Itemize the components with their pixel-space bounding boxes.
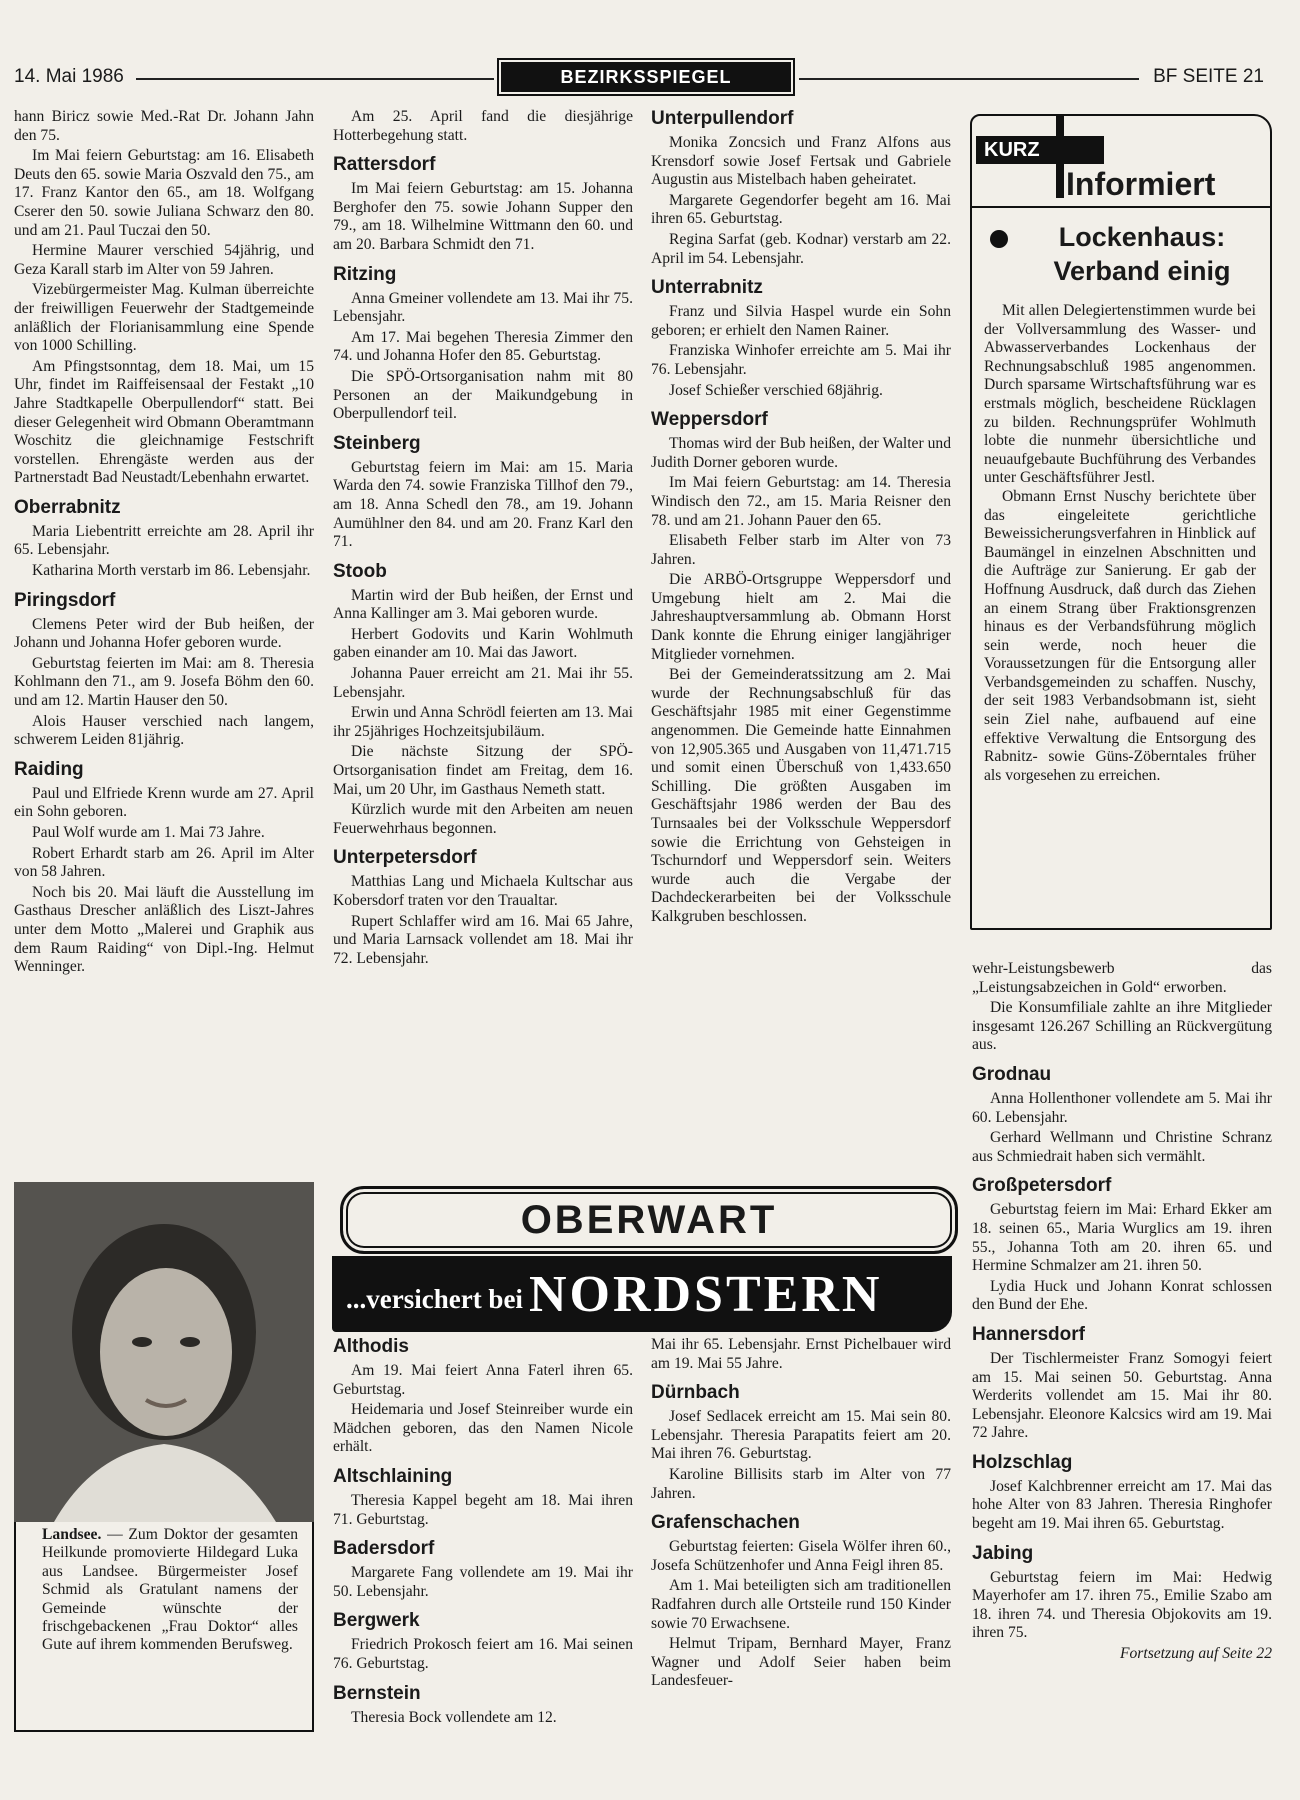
ad-brand: NORDSTERN [528,1265,883,1323]
article-paragraph: Mit allen Delegiertenstimmen wurde bei der Vollversammlung des Wasser- und Abwasserverbandes Lockenhaus der Rechnungsabschluß 1985 angenommen. Durch sparsame Wirtschaftsführung war es erstmals möglich, bescheidene Rücklagen zu bilden. Rechnungsprüfer Wohlmuth lobte die nunmehr übersichtliche und neuaufgebaute Buchführung des Verbandes unter Geschäftsführer Jestl. [984,302,1256,487]
portrait-photo [14,1182,314,1522]
section-heading: Bergwerk [333,1610,420,1632]
article-paragraph: Theresia Kappel begeht am 18. Mai ihren 71. Geburtstag. [333,1491,633,1528]
article-paragraph: Am Pfingstsonntag, dem 18. Mai, um 15 Uhr, findet im Raiffeisensaal der Festakt „10 Jahre Stadtkapelle Oberpullendorf“ statt. Bei dieser Gelegenheit wird Obmann Oberamtmann Woschitz die gleichnamige Festschrift vorstellen. Ehrengäste werden aus der Partnerstadt Bad Neustadt/Lebenhahn erwartet. [14,357,314,487]
article-paragraph: Franz und Silvia Haspel wurde ein Sohn geboren; er erhielt den Namen Rainer. [651,303,951,339]
article-paragraph: Erwin und Anna Schrödl feierten am 13. Mai ihr 25jähriges Hochzeitsjubiläum. [333,704,633,740]
section-heading: Großpetersdorf [972,1175,1112,1197]
article-paragraph: Theresia Bock vollendete am 12. [351,1708,557,1726]
article-paragraph: Am 25. April fand die diesjährige Hotterbegehung statt. [333,108,633,144]
page-header [14,62,1264,96]
article-paragraph: Im Mai feiern Geburtstag: am 14. Theresia Windisch den 72., am 15. Maria Reisner den 78. und am 21. Johann Pauer den 65. [651,474,951,529]
article-paragraph: Paul Wolf wurde am 1. Mai 73 Jahre. [32,824,265,841]
article-paragraph: Der Tischlermeister Franz Somogyi feiert am 15. Mai seinen 50. Geburtstag. Anna Werderits vollendet am 15. Mai ihr 80. Lebensjahr. Eleonore Kalcsics wird am 19. Mai 72 Jahre. [972,1349,1272,1442]
article-paragraph: Im Mai feiern Geburtstag: am 15. Johanna Berghofer den 75. sowie Johann Supper den 79., am 18. Wilhelmine Wittmann den 60. und am 20. Barbara Schmidt den 71. [333,180,633,253]
article-paragraph: Die ARBÖ-Ortsgruppe Weppersdorf und Umgebung hielt am 2. Mai die Jahreshauptversammlung ab. Obmann Horst Dank konnte die Ehrung einiger langjähriger Mitglieder vornehmen. [651,571,951,663]
article-paragraph: hann Biricz sowie Med.-Rat Dr. Johann Jahn den 75. [14,108,314,144]
article-paragraph: Franziska Winhofer erreichte am 5. Mai ihr 76. Lebensjahr. [651,342,951,378]
article-paragraph: Margarete Gegendorfer begeht am 16. Mai ihren 65. Geburtstag. [651,191,951,228]
kurz-body [984,302,1256,785]
section-heading: Jabing [972,1542,1034,1564]
portrait-illustration [14,1182,314,1522]
article-paragraph: Die nächste Sitzung der SPÖ-Ortsorganisation findet am Freitag, dem 16. Mai, um 20 Uhr, im Gasthaus Nemeth statt. [333,743,633,798]
article-paragraph: Die SPÖ-Ortsorganisation nahm mit 80 Personen an der Maikundgebung in Oberpullendorf teil. [333,367,633,423]
column-1 [14,108,314,979]
section-heading: Dürnbach [651,1382,740,1404]
issue-date: 14. Mai 1986 [14,66,124,87]
section-heading: Weppersdorf [651,409,768,431]
section-heading: Unterrabnitz [651,277,763,299]
article-paragraph: Alois Hauser verschied nach langem, schwerem Leiden 81jährig. [14,712,314,749]
article-paragraph: Paul und Elfriede Krenn wurde am 27. April ein Sohn geboren. [14,784,314,821]
section-heading: Grafenschachen [651,1512,800,1534]
column-4 [972,960,1272,1666]
kurz-divider [972,206,1270,208]
caption-place: Landsee. [42,1526,102,1543]
section-heading: Oberrabnitz [14,496,121,518]
section-heading: Bernstein [333,1682,421,1704]
article-paragraph: Josef Schießer verschied 68jährig. [669,381,883,399]
article-paragraph: Geburtstag feierten: Gisela Wölfer ihren 60., Josefa Schützenhofer und Anna Feigl ihren 85. [651,1538,951,1574]
section-heading: Holzschlag [972,1451,1073,1473]
article-paragraph: Geburtstag feiern im Mai: Hedwig Mayerhofer am 17. ihren 75., Emilie Szabo am 18. ihren 74. und Theresia Objokovits am 19. ihren 75. [972,1568,1272,1642]
article-paragraph: Vizebürgermeister Mag. Kulman überreichte der freiwilligen Feuerwehr der Stadtgemeinde anläßlich der Florianisammlung eine Spende von 1000 Schilling. [14,281,314,355]
article-paragraph: Regina Sarfat (geb. Kodnar) verstarb am 22. April im 54. Lebensjahr. [651,230,951,267]
section-heading: Unterpetersdorf [333,847,477,869]
section-heading: Unterpullendorf [651,108,794,129]
section-heading: Rattersdorf [333,154,436,176]
bottom-column-1 [333,1336,633,1729]
article-paragraph: Im Mai feiern Geburtstag: am 16. Elisabeth Deuts den 65. sowie Maria Oszvald den 75., am 17. Franz Kantor den 65., am 18. Wolfgang Cserer den 50. sowie Juliana Schwarz den 80. und am 21. Paul Tuczai den 50. [14,147,314,239]
article-paragraph: Elisabeth Felber starb im Alter von 73 Jahren. [651,532,951,568]
article-paragraph: Josef Kalchbrenner erreicht am 17. Mai das hohe Alter von 83 Jahren. Theresia Ringhofer begeht am 19. Mai ihren 65. Geburtstag. [972,1477,1272,1533]
section-title: BEZIRKSSPIEGEL [501,62,791,92]
article-paragraph: Anna Gmeiner vollendete am 13. Mai ihr 75. Lebensjahr. [333,289,633,326]
article-paragraph: Am 1. Mai beteiligten sich am traditionellen Radfahren durch alle Ortsteile rund 150 Kinder sowie 70 Erwachsene. [651,1577,951,1632]
article-paragraph: Margarete Fang vollendete am 19. Mai ihr 50. Lebensjahr. [333,1564,633,1600]
photo-caption [14,1522,314,1732]
kurz-title: Informiert [1066,166,1216,202]
kurz-label: KURZ [976,136,1104,164]
section-heading: Badersdorf [333,1538,435,1560]
article-paragraph: Karoline Billisits starb im Alter von 77 Jahren. [651,1465,951,1502]
article-paragraph: Geburtstag feiern im Mai: am 15. Maria Warda den 74. sowie Franziska Tillhof den 79., am 18. Anna Schedl den 78., am 19. Johann Aumühlner den 84. und am 20. Franz Karl den 71. [333,458,633,551]
section-heading: Hannersdorf [972,1323,1085,1345]
column-3 [651,108,951,929]
caption-text: — Zum Doktor der gesamten Heilkunde promovierte Hildegard Luka aus Landsee. Bürgermeister Josef Schmid als Gratulant namens der Gemeinde wünschte der frischgebackenen „Frau Doktor“ alles Gute auf ihrem kommenden Berufsweg. [42,1526,298,1654]
ad-oberwart-banner [340,1186,958,1254]
article-paragraph: Katharina Morth verstarb im 86. Lebensjahr. [32,562,311,580]
section-heading: Grodnau [972,1063,1052,1085]
section-heading: Ritzing [333,263,397,285]
article-paragraph: Clemens Peter wird der Bub heißen, der Johann und Johanna Hofer geboren wurde. [14,615,314,652]
article-paragraph: Lydia Huck und Johann Konrat schlossen den Bund der Ehe. [972,1277,1272,1314]
continuation-note: Fortsetzung auf Seite 22 [1119,1645,1272,1663]
article-paragraph: Am 19. Mai feiert Anna Faterl ihren 65. Geburtstag. [333,1362,633,1398]
article-paragraph: Anna Hollenthoner vollendete am 5. Mai ihr 60. Lebensjahr. [972,1089,1272,1126]
article-paragraph: Mai ihr 65. Lebensjahr. Ernst Pichelbauer wird am 19. Mai 55 Jahre. [651,1336,951,1372]
article-paragraph: Maria Liebentritt erreichte am 28. April ihr 65. Lebensjahr. [14,522,314,559]
article-paragraph: Martin wird der Bub heißen, der Ernst und Anna Kallinger am 3. Mai geboren wurde. [333,586,633,623]
article-paragraph: Kürzlich wurde mit den Arbeiten am neuen Feuerwehrhaus begonnen. [333,801,633,837]
header-rule-left [136,78,494,80]
article-paragraph: Noch bis 20. Mai läuft die Ausstellung im Gasthaus Drescher anläßlich des Liszt-Jahres unter dem Motto „Malerei und Graphik aus dem Raum Raiding“ von Dipl.-Ing. Helmut Wenninger. [14,883,314,976]
ad-nordstern-banner [332,1256,952,1332]
column-2 [333,108,633,970]
article-paragraph: Geburtstag feiern im Mai: Erhard Ekker am 18. seinen 65., Maria Wurglics am 19. ihren 55., Johanna Toth am 20. ihren 65. und Hermine Schmalzer am 21. ihren 50. [972,1201,1272,1275]
ad-oberwart-text: OBERWART [520,1197,778,1242]
section-heading: Piringsdorf [14,589,116,611]
ad-tagline: ...versichert bei [346,1283,523,1314]
article-paragraph: Geburtstag feierten im Mai: am 8. Theresia Kohlmann den 71., am 9. Josefa Böhm den 60. und am 12. Martin Hauser den 50. [14,654,314,710]
section-heading: Altschlaining [333,1465,453,1487]
article-paragraph: Monika Zoncsich und Franz Alfons aus Krensdorf sowie Josef Fertsak und Gabriele Augustin aus Mistelbach haben geheiratet. [651,134,951,189]
article-paragraph: Obmann Ernst Nuschy berichtete über das eingeleitete gerichtliche Beweissicherungsverfahren in Hinblick auf Baumängel in einzelnen Abschnitten und die Aufträge zur Sanierung. Er gab der Hoffnung Ausdruck, daß durch das Ziehen an einem Strang über Fraktionsgrenzen hinaus es der Verbandsführung möglich sein werde, noch heuer die Voraussetzungen für die Entsorgung aller Verbandsgemeinden zu schaffen. Nuschy, der seit 1983 Verbandsobmann ist, sieht sein Ziel nahe, aufbauend auf eine effektive Verwaltung die Entsorgung des Rabnitz- sowie Güns-Zöberntales früher als vorgesehen zu erreichen. [984,487,1256,784]
article-paragraph: Friedrich Prokosch feiert am 16. Mai seinen 76. Geburtstag. [333,1636,633,1672]
bottom-column-2 [651,1336,951,1693]
article-paragraph: Herbert Godovits und Karin Wohlmuth gaben einander am 10. Mai das Jawort. [333,625,633,662]
bullet-icon [990,230,1008,248]
article-paragraph: Helmut Tripam, Bernhard Mayer, Franz Wagner und Adolf Seier haben beim Landesfeuer- [651,1635,951,1690]
article-paragraph: Robert Erhardt starb am 26. April im Alter von 58 Jahren. [14,844,314,881]
article-paragraph: Bei der Gemeinderatssitzung am 2. Mai wurde der Rechnungsabschluß für das Geschäftsjahr 1985 mit einer Gegenstimme angenommen. Die Gemeinde hatte Einnahmen von 12,905.365 und Ausgaben von 11,471.715 und somit einen Überschuß von 1,433.650 Schilling. Die größten Ausgaben im Geschäftsjahr 1986 werden der Bau des Turnsaales bei der Volksschule Weppersdorf sowie die Errichtung von Gehsteigen in Tschurndorf und Weppersdorf sein. Weiters wurde auch die Vergabe der Dachdeckerarbeiten bei der Volksschule Kalkgruben beschlossen. [651,666,951,925]
article-paragraph: Hermine Maurer verschied 54jährig, und Geza Karall starb im Alter von 59 Jahren. [14,242,314,278]
article-paragraph: Die Konsumfiliale zahlte an ihre Mitglieder insgesamt 126.267 Schilling an Rückvergütung aus. [972,999,1272,1054]
kurz-headline: Lockenhaus: Verband einig [1053,222,1231,286]
article-paragraph: Rupert Schlaffer wird am 16. Mai 65 Jahre, und Maria Larnsack vollendet am 18. Mai ihr 72. Lebensjahr. [333,912,633,967]
article-paragraph: Matthias Lang und Michaela Kultschar aus Kobersdorf traten vor den Traualtar. [333,873,633,909]
article-paragraph: Am 17. Mai begehen Theresia Zimmer den 74. und Johanna Hofer den 85. Geburtstag. [333,328,633,365]
section-heading: Althodis [333,1336,409,1357]
section-heading: Steinberg [333,432,421,454]
section-heading: Stoob [333,560,387,582]
article-paragraph: Gerhard Wellmann und Christine Schranz aus Schmiedrait haben sich vermählt. [972,1129,1272,1165]
kurz-bar [1056,116,1064,198]
article-paragraph: Thomas wird der Bub heißen, der Walter und Judith Dorner geboren wurde. [651,435,951,471]
kurz-informiert-box [970,114,1272,930]
section-heading: Raiding [14,758,84,780]
page-number: BF SEITE 21 [1153,66,1264,87]
article-paragraph: Johanna Pauer erreicht am 21. Mai ihr 55. Lebensjahr. [333,665,633,701]
article-paragraph: Josef Sedlacek erreicht am 15. Mai sein 80. Lebensjahr. Theresia Parapatits feiert am 20. Mai ihren 76. Geburtstag. [651,1408,951,1463]
article-paragraph: Heidemaria und Josef Steinreiber wurde ein Mädchen geboren, das den Namen Nicole erhält. [333,1401,633,1456]
header-rule-right [799,78,1139,80]
article-paragraph: wehr-Leistungsbewerb das „Leistungsabzeichen in Gold“ erworben. [972,960,1272,996]
